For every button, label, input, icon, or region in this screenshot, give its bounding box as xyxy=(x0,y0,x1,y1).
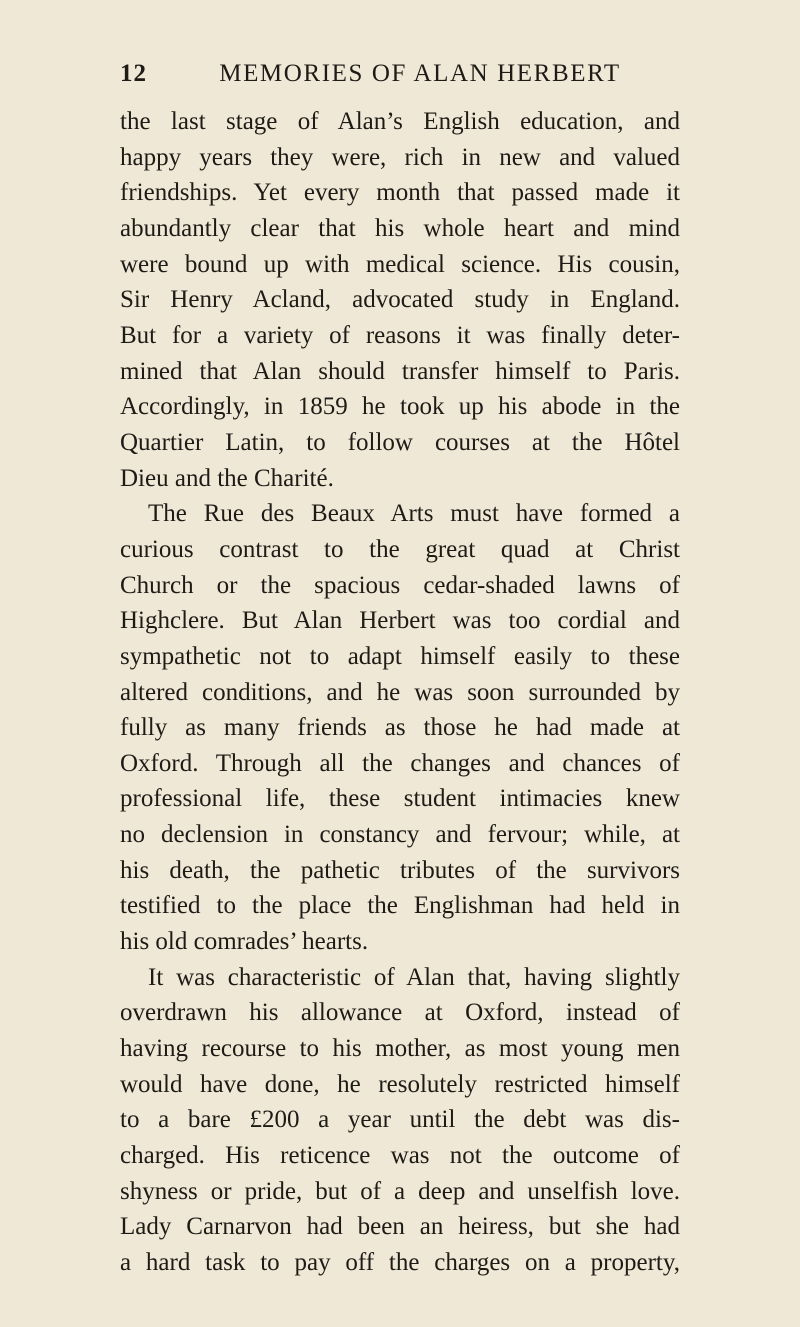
text-line: sympathetic not to adapt himself easily to these xyxy=(120,642,680,670)
text-line: Quartier Latin, to follow courses at the Hôtel xyxy=(120,428,680,456)
text-line: abundantly clear that his whole heart and mind xyxy=(120,214,680,242)
text-line: his death, the pathetic tributes of the survivors xyxy=(120,856,680,884)
text-line: the last stage of Alan’s English education, and xyxy=(120,108,680,135)
text-line: But for a variety of reasons it was finally deter- xyxy=(120,321,680,349)
text-line: no declension in constancy and fervour; while, at xyxy=(120,821,680,849)
text-line: fully as many friends as those he had made at xyxy=(120,714,680,742)
text-line: altered conditions, and he was soon surrounded by xyxy=(120,678,680,706)
text-line: a hard task to pay off the charges on a property, xyxy=(120,1249,680,1276)
text-line: to a bare £200 a year until the debt was dis- xyxy=(120,1106,680,1134)
page-header xyxy=(120,60,680,100)
text-line: testified to the place the Englishman had held in xyxy=(120,892,680,920)
paragraph-end-line: Dieu and the Charité. xyxy=(120,464,334,492)
text-line: overdrawn his allowance at Oxford, instead of xyxy=(120,999,680,1027)
text-line: were bound up with medical science. His cousin, xyxy=(120,250,680,278)
text-line: friendships. Yet every month that passed made it xyxy=(120,179,680,207)
text-line: Oxford. Through all the changes and chances of xyxy=(120,749,680,777)
text-line: having recourse to his mother, as most young men xyxy=(120,1035,680,1063)
text-line: charged. His reticence was not the outcome of xyxy=(120,1142,680,1170)
body-text xyxy=(120,104,680,1281)
text-line: curious contrast to the great quad at Christ xyxy=(120,535,680,563)
text-line: happy years they were, rich in new and valued xyxy=(120,143,680,171)
paragraph-start-line: The Rue des Beaux Arts must have formed a xyxy=(148,500,680,528)
text-line: Accordingly, in 1859 he took up his abode in the xyxy=(120,393,680,421)
text-line: Sir Henry Acland, advocated study in England. xyxy=(120,286,680,314)
running-head: MEMORIES OF ALAN HERBERT xyxy=(219,60,621,87)
paragraph-end-line: his old comrades’ hearts. xyxy=(120,928,369,956)
text-line: Church or the spacious cedar-shaded lawns of xyxy=(120,571,680,599)
page-number: 12 xyxy=(120,60,147,87)
text-line: professional life, these student intimacies knew xyxy=(120,785,680,813)
text-line: shyness or pride, but of a deep and unselfish love. xyxy=(120,1177,680,1205)
text-line: would have done, he resolutely restricted himself xyxy=(120,1070,680,1098)
text-line: mined that Alan should transfer himself to Paris. xyxy=(120,357,680,385)
text-line: Highclere. But Alan Herbert was too cordial and xyxy=(120,607,680,635)
paragraph-start-line: It was characteristic of Alan that, having slightly xyxy=(148,963,680,991)
text-line: Lady Carnarvon had been an heiress, but she had xyxy=(120,1213,680,1241)
